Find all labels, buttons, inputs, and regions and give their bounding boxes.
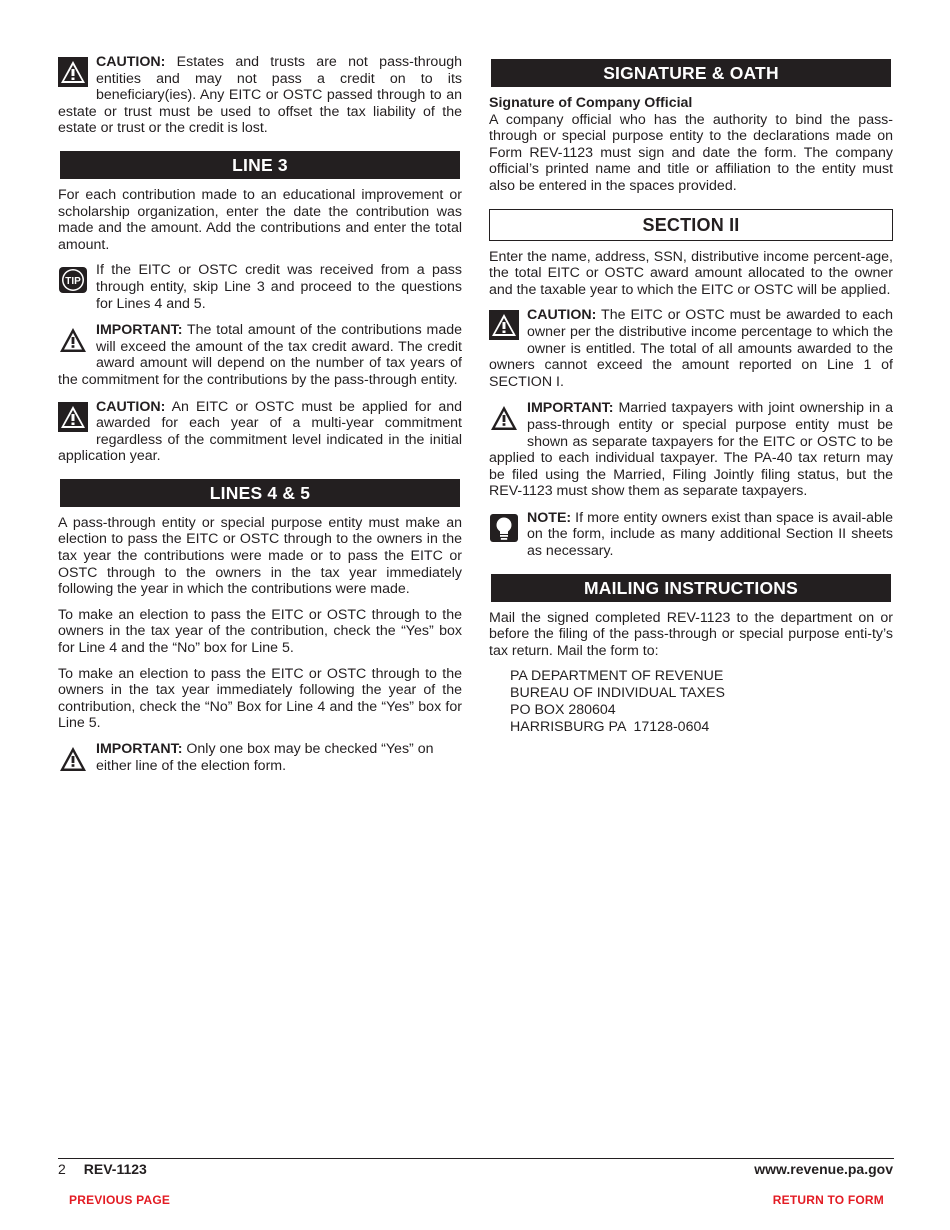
warning-triangle-icon	[489, 402, 519, 434]
tip-icon-label: TIP	[65, 276, 81, 288]
important-text: The total amount of the contributions made will exceed the amount of the tax credit award. The credit award amount will depend on the number of tax years of the commitment for the contributions by the pass-through entity.	[58, 322, 462, 388]
line3-paragraph: For each contribution made to an educational improvement or scholarship organization, enter the date the contribution was made and the amount. Add the contributions and enter the total amount.	[58, 186, 462, 253]
caution-label: CAUTION:	[96, 54, 166, 70]
caution-note	[489, 307, 893, 390]
lines45-heading: LINES 4 & 5	[60, 479, 460, 507]
address-line: PA DEPARTMENT OF REVENUE	[510, 668, 724, 685]
footer-url[interactable]: www.revenue.pa.gov	[754, 1161, 893, 1177]
address-line: PO BOX 280604	[510, 702, 616, 719]
warning-square-icon	[58, 56, 88, 88]
important-label: IMPORTANT:	[527, 400, 614, 417]
important-label: IMPORTANT:	[96, 741, 183, 757]
lines45-paragraph-2: To make an election to pass the EITC or OSTC through to the owners in the tax year of the contribution, check the “Yes” box for Line 4 and the “No” box for Line 5.	[58, 606, 462, 657]
note-label: NOTE:	[527, 509, 572, 526]
address-line: BUREAU OF INDIVIDUAL TAXES	[510, 685, 725, 702]
mailing-heading: MAILING INSTRUCTIONS	[491, 574, 891, 602]
return-to-form-link[interactable]: RETURN TO FORM	[772, 1193, 884, 1207]
signature-heading: SIGNATURE & OATH	[491, 59, 891, 87]
warning-square-icon	[58, 401, 88, 433]
left-column	[58, 54, 462, 784]
footer-divider	[58, 1158, 894, 1159]
tip-text: If the EITC or OSTC credit was received from a pass through entity, skip Line 3 and proceed to the questions for Lines 4 and 5.	[96, 262, 462, 312]
important-note	[58, 322, 462, 388]
caution-label: CAUTION:	[96, 398, 166, 415]
line3-heading: LINE 3	[60, 151, 460, 179]
section2-paragraph: Enter the name, address, SSN, distributive income percent-age, the total EITC or OSTC award amount allocated to the owner and the taxable year to which the EITC or OSTC will be applied.	[489, 248, 893, 298]
caution-text: The EITC or OSTC must be awarded to each owner per the distributive income percentage to which the owner is entitled. The total of all amounts awarded to the owners cannot exceed the amount reported on Line 1 of SECTION I.	[489, 307, 893, 390]
important-note	[58, 741, 462, 774]
right-column	[489, 54, 893, 736]
note-note	[489, 510, 893, 560]
tip-note	[58, 262, 462, 312]
section2-heading: SECTION II	[489, 209, 893, 241]
form-id: REV-1123	[83, 1161, 147, 1177]
caution-note	[58, 399, 462, 465]
important-note	[489, 400, 893, 500]
warning-triangle-icon	[58, 743, 88, 775]
mailing-paragraph: Mail the signed completed REV-1123 to the department on or before the filing of the pass-through or special purpose enti-ty’s tax return. Mail the form to:	[489, 609, 893, 659]
signature-paragraph: A company official who has the authority to bind the pass-through or special purpose entity to the declarations made on Form REV-1123 must sign and date the form. The company official’s printed name and title or affiliation to the entity must also be entered in the spaces provided.	[489, 111, 893, 194]
caution-note	[58, 54, 462, 137]
previous-page-link[interactable]: PREVIOUS PAGE	[69, 1193, 171, 1207]
mailing-address	[510, 668, 893, 736]
important-text: Only one box may be checked “Yes” on either line of the election form.	[96, 741, 434, 774]
note-text: If more entity owners exist than space is avail-able on the form, include as many additional Section II sheets as necessary.	[527, 509, 893, 560]
signature-subhead: Signature of Company Official	[489, 95, 693, 111]
lines45-paragraph-3: To make an election to pass the EITC or OSTC through to the owners in the tax year immediately following the year of the contribution, check the “No” Box for Line 4 and the “Yes” box for Line 5.	[58, 665, 462, 732]
footer-page-info	[58, 1161, 147, 1178]
lines45-paragraph-1: A pass-through entity or special purpose entity must make an election to pass the EITC or OSTC through to the owners in the tax year the contributions were made or to pass the EITC or OSTC through to the owners in the tax year immediately following the year in which the contributions were made.	[58, 514, 462, 598]
important-label: IMPORTANT:	[96, 322, 183, 339]
warning-square-icon	[489, 309, 519, 341]
warning-triangle-icon	[58, 324, 88, 356]
caution-label: CAUTION:	[527, 307, 597, 324]
address-line: HARRISBURG PA 17128-0604	[510, 719, 710, 736]
lightbulb-icon	[489, 512, 519, 544]
tip-icon	[58, 264, 88, 296]
important-text: Married taxpayers with joint ownership in a pass-through entity or special purpose entity must be shown as separate taxpayers for the EITC or OSTC to be applied to each individual taxpayer. The PA-40 tax return may be filed using the Married, Filing Jointly filing status, but the REV-1123 must show them as separate taxpayers.	[489, 400, 893, 500]
page-number: 2	[58, 1161, 66, 1177]
caution-text: Estates and trusts are not pass-through entities and may not pass a credit on to its beneficiary(ies). Any EITC or OSTC passed through to an estate or trust must be used to offset the tax liability of the estate or trust or the credit is lost.	[58, 54, 462, 137]
caution-text: An EITC or OSTC must be applied for and awarded for each year of a multi-year commitment regardless of the commitment level indicated in the initial application year.	[58, 398, 462, 465]
